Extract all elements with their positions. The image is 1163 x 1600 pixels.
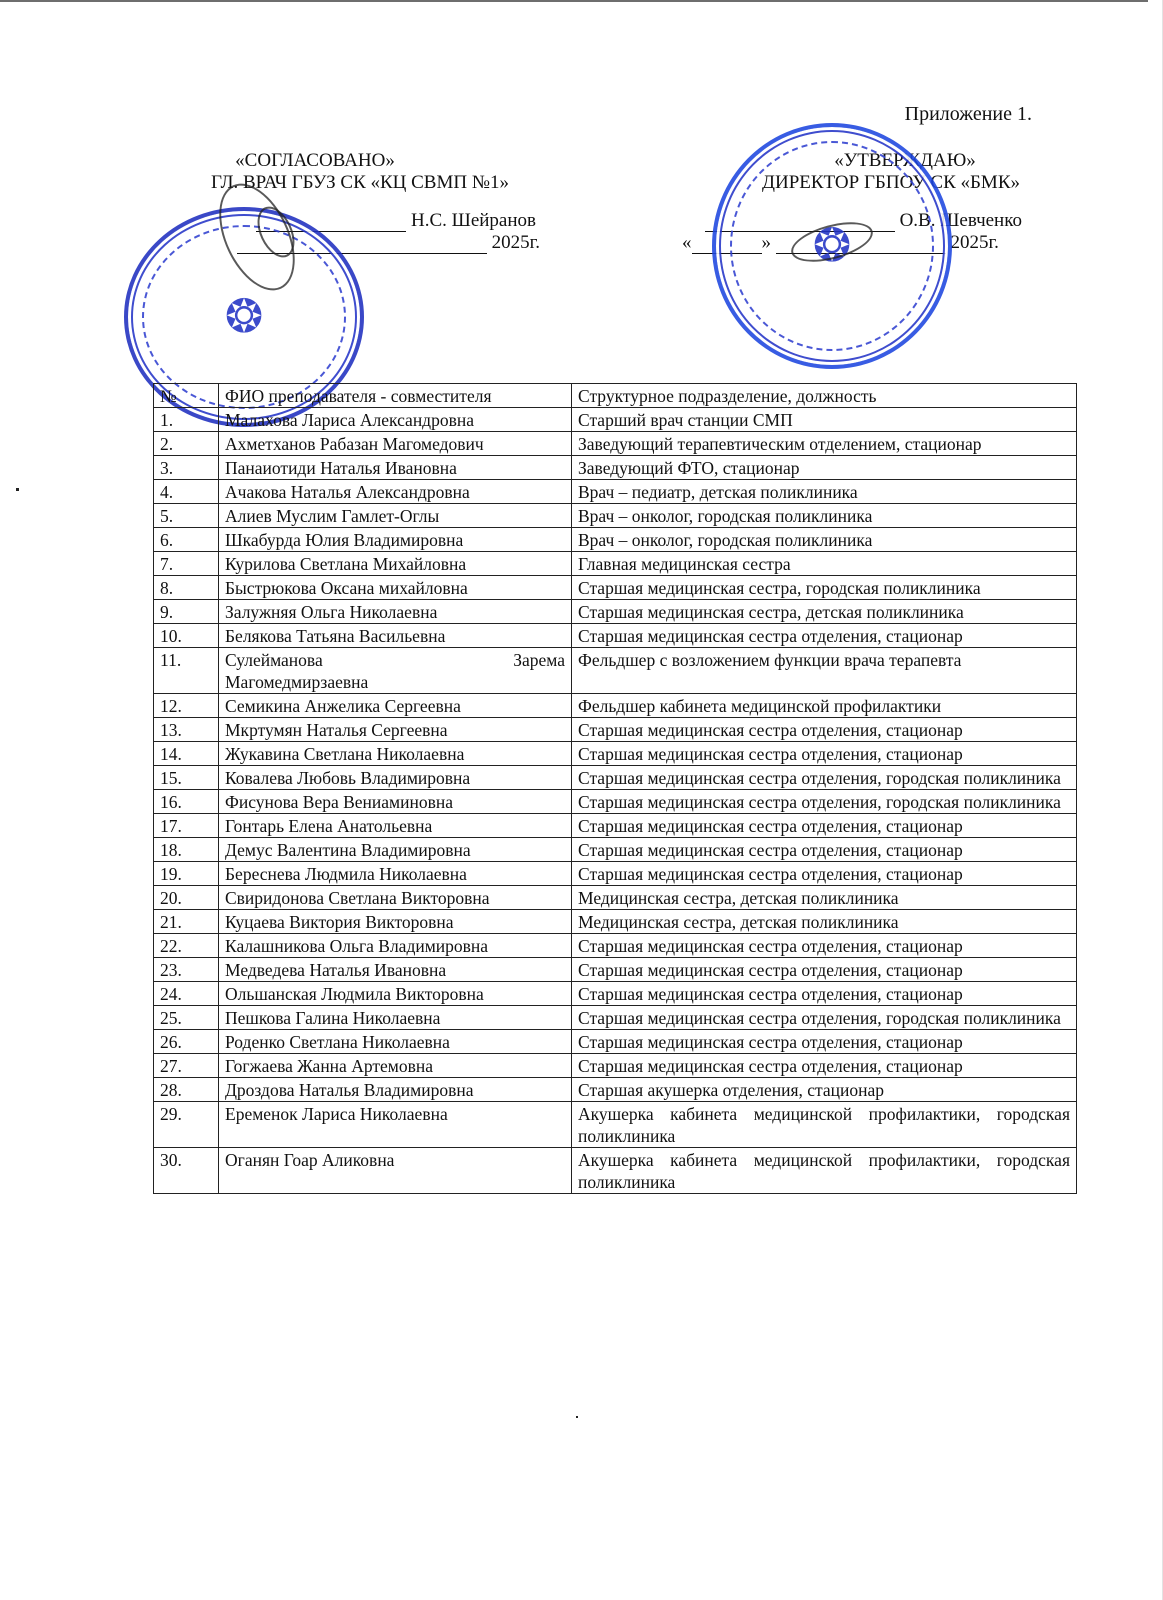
row-name: Шкабурда Юлия Владимировна — [219, 528, 572, 552]
row-position: Акушерка кабинета медицинской профилактики, городская поликлиника — [572, 1148, 1077, 1194]
row-number: 23. — [154, 958, 219, 982]
row-name: Залужняя Ольга Николаевна — [219, 600, 572, 624]
row-name: Мкртумян Наталья Сергеевна — [219, 718, 572, 742]
row-name: Малахова Лариса Александровна — [219, 408, 572, 432]
row-position: Акушерка кабинета медицинской профилактики, городская поликлиника — [572, 1102, 1077, 1148]
row-number: 25. — [154, 1006, 219, 1030]
table-row — [154, 1148, 1077, 1194]
date-close-quote: » — [761, 232, 771, 253]
row-name: Ачакова Наталья Александровна — [219, 480, 572, 504]
row-number: 12. — [154, 694, 219, 718]
row-position: Старшая медицинская сестра отделения, стационар — [572, 934, 1077, 958]
row-position: Старшая медицинская сестра отделения, стационар — [572, 982, 1077, 1006]
row-number: 15. — [154, 766, 219, 790]
row-number: 18. — [154, 838, 219, 862]
table-row — [154, 1078, 1077, 1102]
table-row — [154, 408, 1077, 432]
row-number: 13. — [154, 718, 219, 742]
table-row — [154, 742, 1077, 766]
row-name: Медведева Наталья Ивановна — [219, 958, 572, 982]
approved-year: 2025г. — [950, 232, 999, 253]
row-position: Старшая медицинская сестра отделения, городская поликлиника — [572, 1006, 1077, 1030]
table-row — [154, 766, 1077, 790]
row-position: Старшая медицинская сестра отделения, стационар — [572, 838, 1077, 862]
row-position: Главная медицинская сестра — [572, 552, 1077, 576]
name-surname: Сулейманова — [225, 650, 323, 670]
row-name: Фисунова Вера Вениаминовна — [219, 790, 572, 814]
coat-of-arms-icon: ❂ — [224, 291, 264, 342]
table-row — [154, 886, 1077, 910]
table-row — [154, 648, 1077, 694]
table-row — [154, 528, 1077, 552]
row-position: Старшая медицинская сестра отделения, городская поликлиника — [572, 790, 1077, 814]
table-row — [154, 1030, 1077, 1054]
table-row — [154, 694, 1077, 718]
row-number: 6. — [154, 528, 219, 552]
row-number: 22. — [154, 934, 219, 958]
scan-speck — [576, 1416, 578, 1418]
row-name: Курилова Светлана Михайловна — [219, 552, 572, 576]
row-number: 24. — [154, 982, 219, 1006]
table-row — [154, 456, 1077, 480]
row-position: Медицинская сестра, детская поликлиника — [572, 886, 1077, 910]
row-number: 17. — [154, 814, 219, 838]
table-row — [154, 934, 1077, 958]
row-position: Старшая акушерка отделения, стационар — [572, 1078, 1077, 1102]
scan-speck — [16, 488, 19, 491]
row-number: 30. — [154, 1148, 219, 1194]
table-row — [154, 576, 1077, 600]
row-number: 16. — [154, 790, 219, 814]
row-position: Старшая медицинская сестра отделения, стационар — [572, 1030, 1077, 1054]
row-name: Оганян Гоар Аликовна — [219, 1148, 572, 1194]
row-position: Фельдшер кабинета медицинской профилактики — [572, 694, 1077, 718]
row-name: Гонтарь Елена Анатольевна — [219, 814, 572, 838]
approved-position: ДИРЕКТОР ГБПОУ СК «БМК» — [762, 172, 1020, 193]
table-row — [154, 1054, 1077, 1078]
agreed-year: 2025г. — [491, 232, 540, 253]
coat-of-arms-icon: ❂ — [812, 220, 852, 271]
approved-signer: О.В. Шевченко — [899, 210, 1022, 231]
row-position: Заведующий терапевтическим отделением, стационар — [572, 432, 1077, 456]
row-position: Старшая медицинская сестра отделения, городская поликлиника — [572, 766, 1077, 790]
row-number: 29. — [154, 1102, 219, 1148]
table-row — [154, 504, 1077, 528]
table-row — [154, 600, 1077, 624]
table-row — [154, 838, 1077, 862]
row-name: Гогжаева Жанна Артемовна — [219, 1054, 572, 1078]
row-name: Ольшанская Людмила Викторовна — [219, 982, 572, 1006]
row-position: Врач – онколог, городская поликлиника — [572, 504, 1077, 528]
header-position: Структурное подразделение, должность — [572, 384, 1077, 408]
row-number: 4. — [154, 480, 219, 504]
row-name: Свиридонова Светлана Викторовна — [219, 886, 572, 910]
row-name: Демус Валентина Владимировна — [219, 838, 572, 862]
row-name: Панаиотиди Наталья Ивановна — [219, 456, 572, 480]
row-position: Медицинская сестра, детская поликлиника — [572, 910, 1077, 934]
date-open-quote: « — [682, 232, 692, 253]
row-position: Старшая медицинская сестра отделения, стационар — [572, 1054, 1077, 1078]
row-position: Старшая медицинская сестра отделения, стационар — [572, 862, 1077, 886]
table-row — [154, 480, 1077, 504]
table-row — [154, 1006, 1077, 1030]
agreed-signer: Н.С. Шейранов — [411, 210, 536, 231]
agreed-position: ГЛ. ВРАЧ ГБУЗ СК «КЦ СВМП №1» — [211, 172, 509, 193]
table-row — [154, 790, 1077, 814]
table-row — [154, 958, 1077, 982]
row-position: Старшая медицинская сестра, городская поликлиника — [572, 576, 1077, 600]
row-number: 10. — [154, 624, 219, 648]
row-number: 2. — [154, 432, 219, 456]
row-number: 8. — [154, 576, 219, 600]
row-name: Алиев Муслим Гамлет-Оглы — [219, 504, 572, 528]
row-name: Ахметханов Рабазан Магомедович — [219, 432, 572, 456]
scan-edge-top — [0, 0, 1148, 2]
row-position: Фельдшер с возложением функции врача терапевта — [572, 648, 1077, 694]
row-name: Жукавина Светлана Николаевна — [219, 742, 572, 766]
row-position: Старшая медицинская сестра отделения, стационар — [572, 814, 1077, 838]
table-header-row — [154, 384, 1077, 408]
header-name: ФИО преподавателя - совместителя — [219, 384, 572, 408]
row-name: Ковалева Любовь Владимировна — [219, 766, 572, 790]
staff-table — [153, 383, 1077, 1194]
approved-title: «УТВЕРЖДАЮ» — [834, 150, 976, 171]
row-number: 7. — [154, 552, 219, 576]
row-position: Старшая медицинская сестра отделения, стационар — [572, 718, 1077, 742]
row-name: Пешкова Галина Николаевна — [219, 1006, 572, 1030]
table-row — [154, 1102, 1077, 1148]
table-row — [154, 552, 1077, 576]
appendix-label: Приложение 1. — [904, 103, 1032, 125]
row-position: Старшая медицинская сестра отделения, стационар — [572, 742, 1077, 766]
agreed-title: «СОГЛАСОВАНО» — [235, 150, 395, 171]
table-row — [154, 432, 1077, 456]
row-number: 14. — [154, 742, 219, 766]
row-name: Еременок Лариса Николаевна — [219, 1102, 572, 1148]
row-position: Врач – онколог, городская поликлиника — [572, 528, 1077, 552]
name-patronymic: Магомедмирзаевна — [225, 672, 369, 692]
row-position: Заведующий ФТО, стационар — [572, 456, 1077, 480]
table-row — [154, 718, 1077, 742]
row-name: Роденко Светлана Николаевна — [219, 1030, 572, 1054]
row-number: 9. — [154, 600, 219, 624]
row-name: Куцаева Виктория Викторовна — [219, 910, 572, 934]
row-number: 28. — [154, 1078, 219, 1102]
table-row — [154, 862, 1077, 886]
row-number: 11. — [154, 648, 219, 694]
table-row — [154, 624, 1077, 648]
row-position: Старший врач станции СМП — [572, 408, 1077, 432]
row-number: 3. — [154, 456, 219, 480]
row-name: Дроздова Наталья Владимировна — [219, 1078, 572, 1102]
row-position: Врач – педиатр, детская поликлиника — [572, 480, 1077, 504]
row-position: Старшая медицинская сестра, детская поликлиника — [572, 600, 1077, 624]
row-name — [219, 648, 572, 694]
row-name: Белякова Татьяна Васильевна — [219, 624, 572, 648]
row-number: 19. — [154, 862, 219, 886]
table-row — [154, 814, 1077, 838]
row-number: 21. — [154, 910, 219, 934]
row-name: Быстрюкова Оксана михайловна — [219, 576, 572, 600]
row-position: Старшая медицинская сестра отделения, стационар — [572, 958, 1077, 982]
row-name: Калашникова Ольга Владимировна — [219, 934, 572, 958]
row-number: 20. — [154, 886, 219, 910]
header-number: № — [154, 384, 219, 408]
row-position: Старшая медицинская сестра отделения, стационар — [572, 624, 1077, 648]
name-given: Зарема — [513, 650, 565, 670]
table-row — [154, 982, 1077, 1006]
row-name: Береснева Людмила Николаевна — [219, 862, 572, 886]
row-number: 26. — [154, 1030, 219, 1054]
row-number: 5. — [154, 504, 219, 528]
row-number: 27. — [154, 1054, 219, 1078]
table-row — [154, 910, 1077, 934]
row-name: Семикина Анжелика Сергеевна — [219, 694, 572, 718]
row-number: 1. — [154, 408, 219, 432]
